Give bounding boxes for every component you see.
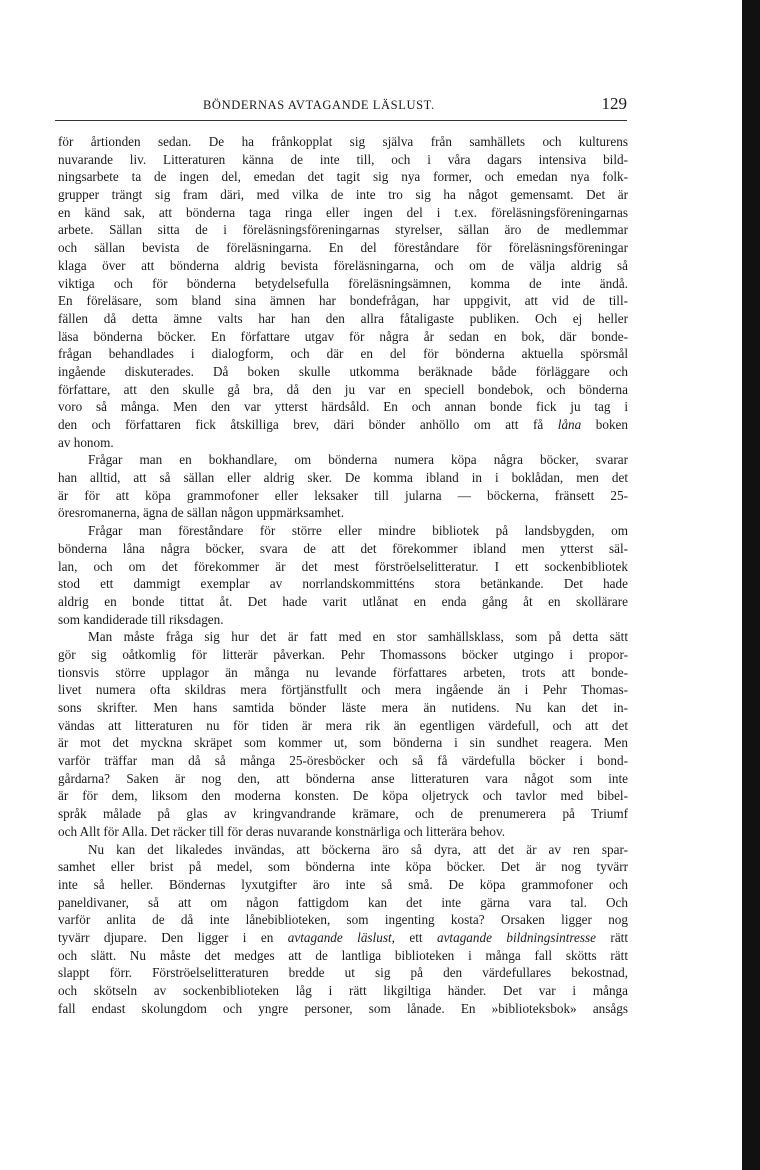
text-line: varför träffar man då så många 25-öresböcker och så få värdefulla böcker i bond- (58, 753, 628, 769)
text-line: arbete. Sällan sitta de i föreläsningsföreningarnas styrelser, sällan äro de medlemmar (58, 222, 628, 238)
text-line: han alltid, att så sällan eller aldrig sker. De komma ibland in i boklådan, men det (58, 470, 628, 486)
text-line: grupper trängt sig fram däri, med vilka de inte tro sig ha något gemensamt. Det är (58, 187, 628, 203)
text-line: gör sig oåtkomlig för litterär påverkan. Pehr Thomassons böcker utgingo i propor- (58, 646, 628, 662)
text-line: slappt förr. Förströelselitteraturen bredde ut sig på den värdefullares bekostnad, (58, 965, 628, 981)
text-line: och skötseln av sockenbiblioteken låg i rätt likgiltiga händer. Det var i många (58, 983, 628, 998)
text-line: läsa bönderna böcker. En författare utgav för några år sedan en bok, där bonde- (58, 328, 628, 344)
text-line: livet numera ofta skildras mera förtjänstfullt och mera ingående än i Pehr Thomas- (58, 682, 628, 698)
scan-edge-strip (742, 0, 760, 1170)
body-text (58, 133, 628, 1017)
text-line: En föreläsare, som bland sina ämnen har bondefrågan, har uppgivit, att vid de till- (58, 293, 628, 309)
text-line: sons skrifter. Men hans samtida bönder läste mera än nutidens. Nu kan det in- (58, 700, 628, 715)
text-line: en känd sak, att bönderna taga ringa eller ingen del i t.ex. föreläsningsföreningarnas (58, 204, 628, 220)
text-line: Frågar man en bokhandlare, om bönderna numera köpa några böcker, svarar (88, 452, 628, 468)
text-line: Frågar man föreståndare för större eller mindre bibliotek på landsbygden, om (88, 523, 628, 539)
text-line: paneldivaner, så att om någon fattigdom kan det inte gärna vara tal. Och (58, 894, 628, 910)
text-line: varför anlita de då inte lånebiblioteken, som ingenting kosta? Orsaken ligger nog (58, 912, 628, 928)
text-line: fällen då detta ämne valts har han den allra fåtaligaste publiken. Och ej heller (58, 310, 628, 326)
text-line: språk målade på glas av kringvandrande krämare, och de prenumerera på Triumf (58, 806, 628, 822)
text-line: är mot det myckna skräpet som kommer ut, som bönderna i sin sundhet reagera. Men (58, 735, 628, 751)
text-line: öresromanerna, ägna de sällan någon uppmärksamhet. (58, 505, 344, 521)
text-line: frågan behandlades i dialogform, och där en del för bönderna aktuella spörsmål (58, 346, 628, 362)
header-rule (55, 120, 627, 121)
text-line: ningsarbete ta de ingen del, emedan det tagit sig nya former, och emedan nya folk- (58, 169, 628, 185)
text-line: viktiga och för bönderna betydelsefulla föreläsningsämnen, komma de inte ändå. (58, 275, 628, 291)
text-line: nuvarande liv. Litteraturen känna de inte till, och i våra dagars intensiva bild- (58, 151, 628, 167)
text-line: är för att köpa grammofoner eller leksaker till jularna — böckerna, fränsett 25- (58, 487, 628, 503)
text-line: för årtionden sedan. De ha frånkopplat sig själva från samhällets och kulturens (58, 134, 628, 149)
text-line: av honom. (58, 434, 114, 450)
text-line: och Allt för Alla. Det räcker till för deras nuvarande konstnärliga och litterära behov. (58, 823, 505, 839)
emphasis: avtagande bildningsintresse (436, 929, 596, 945)
text-line: stod ett dammigt exemplar av norrlandskommitténs stora betänkande. Det hade (58, 576, 628, 592)
text-line: aldrig en bonde tittat åt. Det hade varit utlånat en enda gång åt en skollärare (58, 593, 628, 609)
text-line: den och författaren fick åtskilliga brev, däri bönder anhöllo om att få låna boken (58, 417, 628, 432)
text-line: gårdarna? Saken är nog den, att bönderna anse litteraturen vara något som inte (58, 770, 628, 786)
text-line: och slätt. Nu måste det medges att de lantliga biblioteken i många fall skötts rätt (58, 947, 628, 963)
text-line: klaga över att bönderna aldrig bevista föreläsningarna, och om de välja aldrig så (58, 257, 628, 273)
running-title: BÖNDERNAS AVTAGANDE LÄSLUST. (203, 98, 435, 112)
text-line: bönderna låna några böcker, svara de att det förekommer ibland men ytterst säl- (58, 540, 628, 556)
text-line: som kandiderade till riksdagen. (58, 611, 224, 627)
text-line: vändas att litteraturen nu för tiden är mera rik än egentligen värdefull, och att det (58, 717, 628, 733)
text-line: tyvärr djupare. Den ligger i en avtagande läslust, ett avtagande bildningsintresse rätt (58, 929, 628, 945)
text-line: är för dem, liksom den moderna konsten. De köpa oljetryck och tavlor med bibel- (58, 788, 628, 804)
text-line: voro så många. Men den var ytterst härdsåld. En och annan bonde fick ju tag i (58, 399, 628, 415)
text-line: och sällan bevista de föreläsningarna. En del föreståndare för föreläsningsföreningar (58, 240, 628, 256)
text-line: lan, och om det förekommer är det mest förströelselitteratur. I ett sockenbibliotek (58, 558, 628, 574)
text-line: författare, att den skulle gå bra, då den ju var en speciell bondebok, och bönderna (58, 381, 628, 397)
page-header (55, 96, 627, 118)
text-line: tionsvis större upplagor än många nu levande författares arbeten, trots att bonde- (58, 664, 628, 680)
text-line: fall endast skolungdom och yngre personer, som lånade. En »biblioteksbok» ansågs (58, 1000, 628, 1016)
text-line: Nu kan det likaledes invändas, att böckerna äro så dyra, att det är av ren spar- (88, 841, 628, 857)
text-line: Man måste fråga sig hur det är fatt med en stor samhällsklass, som på detta sätt (88, 629, 628, 645)
page-number: 129 (601, 94, 627, 113)
text-line: inte så heller. Böndernas lyxutgifter äro inte så små. De köpa grammofoner och (58, 876, 628, 892)
emphasis: avtagande läslust (287, 929, 392, 945)
text-line: ingående diskuterades. Då boken skulle utkomma beräknade både förläggare och (58, 363, 628, 379)
text-line: samhet eller brist på medel, som bönderna inte köpa böcker. Det är nog tyvärr (58, 859, 628, 875)
emphasis: låna (557, 417, 582, 432)
